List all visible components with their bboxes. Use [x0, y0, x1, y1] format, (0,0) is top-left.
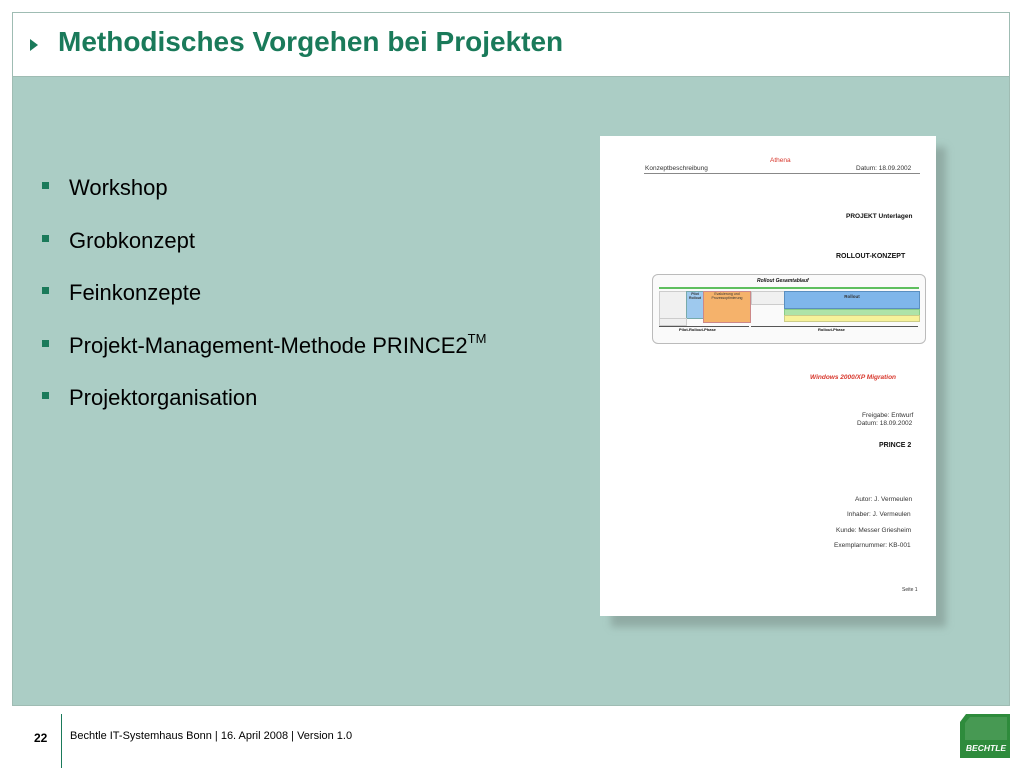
slide-title: Methodisches Vorgehen bei Projekten	[58, 26, 564, 57]
bechtle-logo	[960, 714, 1010, 758]
gantt-title: Rollout Gesamtablauf	[757, 278, 809, 284]
doc-release: Freigabe: Entwurf	[862, 412, 914, 419]
gantt-cell	[751, 291, 785, 305]
doc-header-rule	[644, 173, 920, 174]
document-thumbnail	[600, 136, 936, 616]
footer-text: Bechtle IT-Systemhaus Bonn | 16. April 2008 | Version 1.0	[70, 730, 353, 742]
gantt-phase-pilot: Pilot-Rollout-Phase	[679, 327, 716, 332]
bullet-square-icon	[42, 287, 49, 294]
doc-author: Autor: J. Vermeulen	[855, 496, 913, 503]
gantt-bar-yellow	[784, 315, 920, 322]
doc-concept: ROLLOUT-KONZEPT	[836, 253, 906, 260]
doc-customer: Kunde: Messer Griesheim	[836, 527, 912, 534]
bullet-text: Grobkonzept	[69, 227, 195, 253]
doc-copy-number: Exemplarnummer: KB-001	[834, 542, 911, 549]
bullet-text: Projekt-Management-Methode PRINCE2	[69, 332, 468, 358]
doc-page: Seite 1	[902, 587, 918, 593]
doc-owner: Inhaber: J. Vermeulen	[847, 511, 911, 518]
bullet-text: Feinkonzepte	[69, 280, 202, 305]
bullet-square-icon	[42, 392, 49, 399]
doc-date: Datum: 18.09.2002	[857, 420, 913, 427]
doc-header-date: Datum: 18.09.2002	[856, 165, 912, 172]
doc-project-docs: PROJEKT Unterlagen	[846, 213, 913, 220]
gantt-rollout-box: Rollout	[784, 291, 920, 309]
doc-type: Konzeptbeschreibung	[645, 165, 708, 172]
page-number: 22	[34, 731, 48, 745]
bullet-square-icon	[42, 235, 49, 242]
bullet-square-icon	[42, 340, 49, 347]
doc-method: PRINCE 2	[879, 442, 912, 449]
title-arrow-icon	[30, 39, 38, 51]
gantt-cell	[659, 291, 687, 319]
bullet-text: Projektorganisation	[69, 385, 258, 410]
bullet-text: Workshop	[69, 175, 168, 200]
doc-gantt-chart	[652, 274, 926, 344]
bullet-square-icon	[42, 182, 49, 189]
bullet-text-prince2	[69, 330, 487, 359]
trademark-superscript: TM	[467, 330, 487, 346]
gantt-top-bar	[659, 287, 919, 289]
gantt-pilot-box: Pilot Rollout	[686, 291, 704, 319]
gantt-cell	[659, 318, 687, 326]
gantt-phase-rollout: Rollout-Phase	[818, 327, 845, 332]
gantt-eval-box: Evaluierung und Prozessoptimierung	[703, 291, 751, 323]
logo-text: BECHTLE	[965, 743, 1007, 753]
footer-divider	[61, 714, 62, 768]
doc-company: Athena	[770, 157, 791, 164]
doc-migration: Windows 2000/XP Migration	[810, 374, 897, 381]
